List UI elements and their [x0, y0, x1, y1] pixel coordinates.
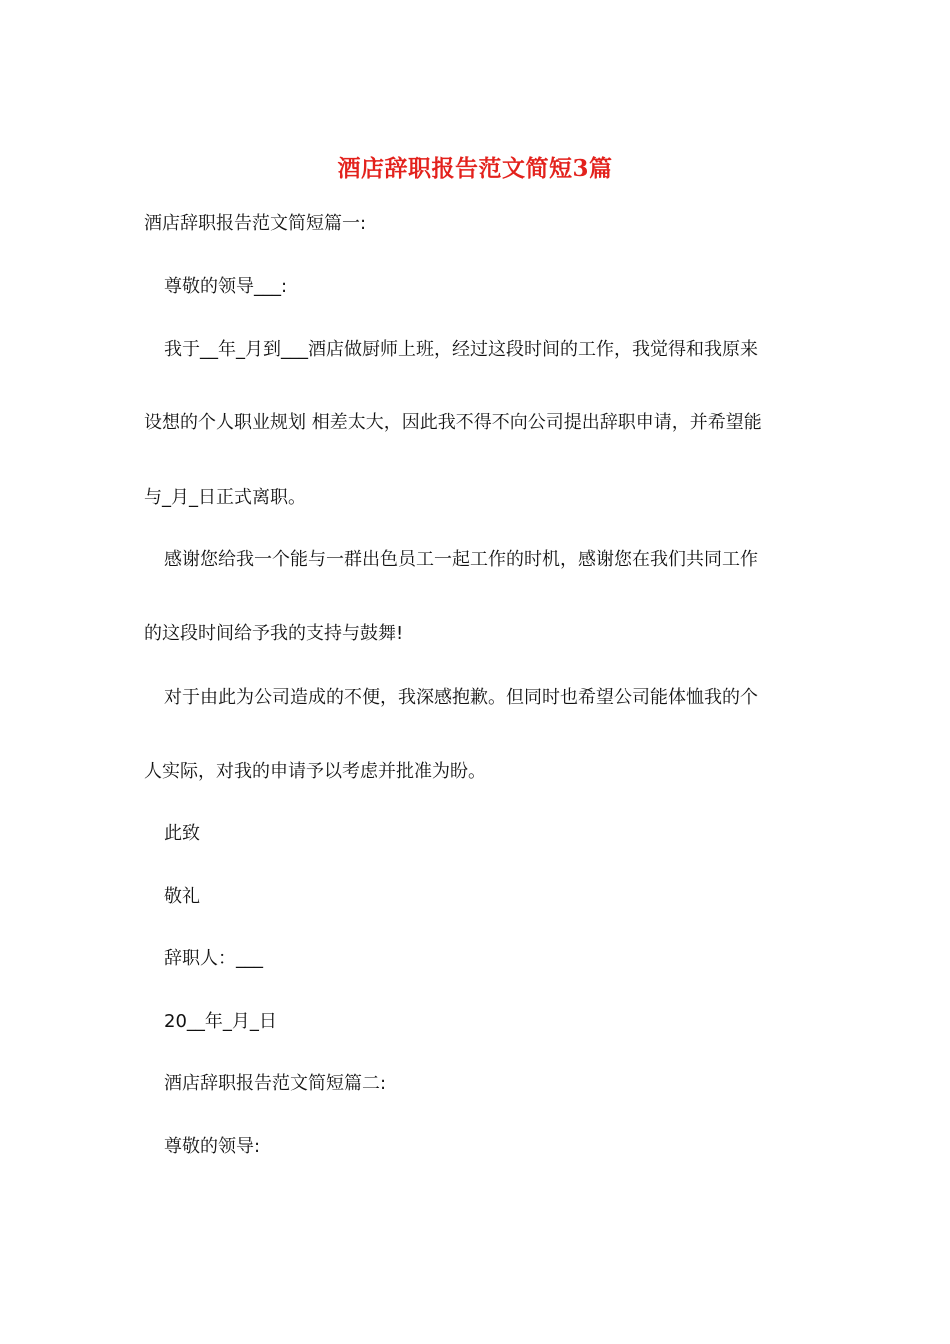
date-line: 20__年_月_日	[164, 1011, 277, 1032]
paragraph-1-line-3: 与_月_日正式离职。	[144, 487, 306, 508]
salutation-1: 尊敬的领导___:	[164, 276, 288, 297]
section-heading-1: 酒店辞职报告范文简短篇一:	[144, 213, 367, 234]
salutation-2: 尊敬的领导:	[164, 1136, 261, 1157]
closing-cizhi: 此致	[164, 823, 200, 844]
paragraph-1-line-2: 设想的个人职业规划 相差太大，因此我不得不向公司提出辞职申请，并希望能	[144, 412, 762, 433]
paragraph-1-line-1: 我于__年_月到___酒店做厨师上班，经过这段时间的工作，我觉得和我原来	[164, 339, 758, 360]
paragraph-2-line-1: 感谢您给我一个能与一群出色员工一起工作的时机，感谢您在我们共同工作	[164, 549, 758, 570]
closing-jingli: 敬礼	[164, 886, 200, 907]
signature-line: 辞职人：___	[164, 948, 263, 969]
section-heading-2: 酒店辞职报告范文简短篇二:	[164, 1073, 387, 1094]
paragraph-3-line-2: 人实际，对我的申请予以考虑并批准为盼。	[144, 761, 486, 782]
paragraph-3-line-1: 对于由此为公司造成的不便，我深感抱歉。但同时也希望公司能体恤我的个	[164, 687, 758, 708]
paragraph-2-line-2: 的这段时间给予我的支持与鼓舞!	[144, 623, 404, 644]
document-title: 酒店辞职报告范文简短3篇	[337, 155, 613, 182]
